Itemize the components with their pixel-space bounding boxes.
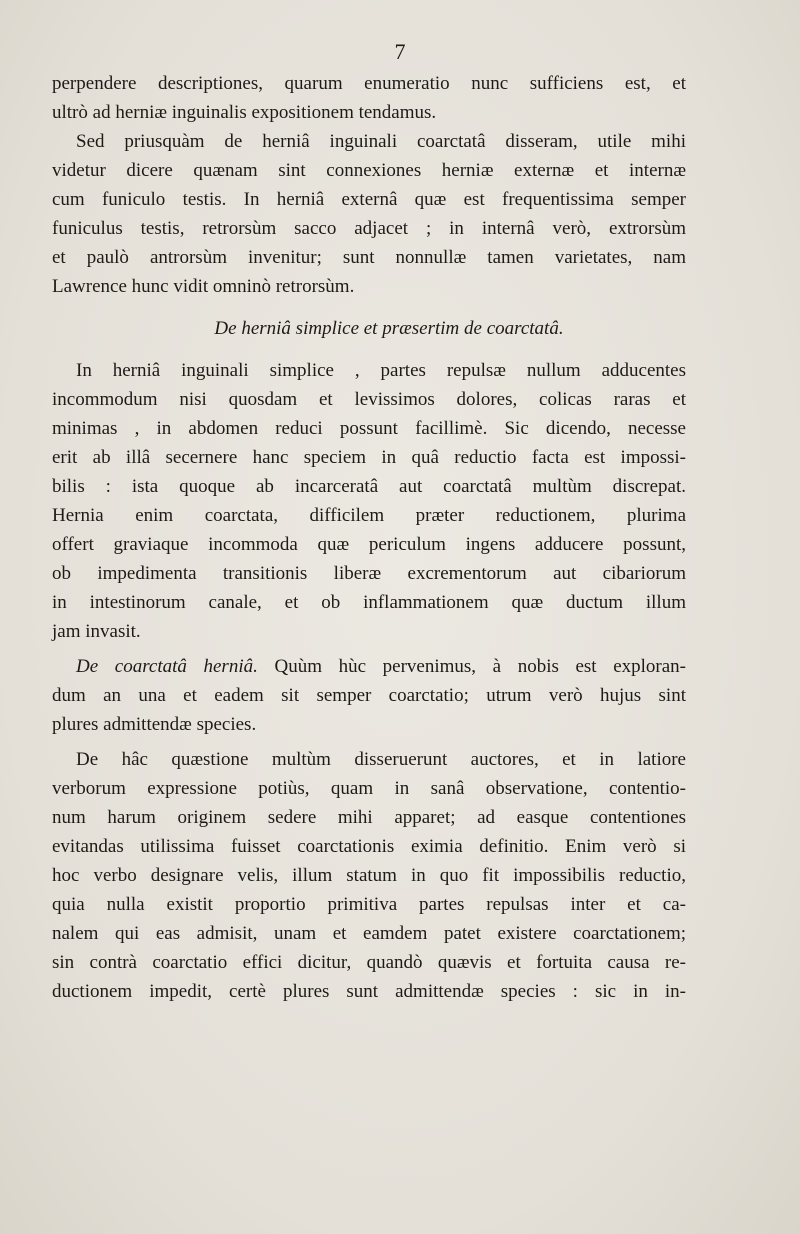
- paragraph: [52, 69, 686, 127]
- text-line: in intestinorum canale, et ob inflammationem quæ ductum illum: [52, 592, 686, 613]
- section-heading: De herniâ simplice et præsertim de coarctatâ.: [214, 318, 564, 339]
- text-line: sin contrà coarctatio effici dicitur, quandò quævis et fortuita causa re-: [52, 952, 686, 973]
- text-line: quia nulla existit proportio primitiva partes repulsas inter et ca-: [52, 894, 686, 915]
- text-line: ductionem impedit, certè plures sunt admittendæ species : sic in in-: [52, 981, 686, 1002]
- paragraph: [52, 127, 686, 301]
- text-line: cum funiculo testis. In herniâ externâ quæ est frequentissima semper: [52, 189, 686, 210]
- text-line: evitandas utilissima fuisset coarctationis eximia definitio. Enim verò si: [52, 836, 686, 857]
- text-line: hoc verbo designare velis, illum statum in quo fit impossibilis reductio,: [52, 865, 686, 886]
- text-line: minimas , in abdomen reduci possunt facillimè. Sic dicendo, necesse: [52, 418, 686, 439]
- text-line: In herniâ inguinali simplice , partes repulsæ nullum adducentes: [76, 360, 686, 381]
- text-line: num harum originem sedere mihi apparet; ad easque contentiones: [52, 807, 686, 828]
- paragraph: [52, 652, 686, 739]
- text-line: Hernia enim coarctata, difficilem præter reductionem, plurima: [52, 505, 686, 526]
- paragraph: [52, 356, 686, 646]
- text-line: Lawrence hunc vidit omninò retrorsùm.: [52, 276, 355, 297]
- text-line: nalem qui eas admisit, unam et eamdem patet existere coarctationem;: [52, 923, 686, 944]
- text-line: plures admittendæ species.: [52, 714, 257, 735]
- text-run: Quùm hùc pervenimus, à nobis est exploran-: [257, 656, 687, 677]
- paragraph: [52, 745, 686, 1006]
- text-line: et paulò antrorsùm invenitur; sunt nonnullæ tamen varietates, nam: [52, 247, 686, 268]
- text-line: [52, 652, 686, 681]
- text-line: erit ab illâ secernere hanc speciem in quâ reductio facta est impossi-: [52, 447, 686, 468]
- text-line: ob impedimenta transitionis liberæ excrementorum aut cibariorum: [52, 563, 686, 584]
- page-body: [52, 69, 686, 1006]
- text-line: funiculus testis, retrorsùm sacco adjacet ; in internâ verò, extrorsùm: [52, 218, 686, 239]
- text-line: offert graviaque incommoda quæ periculum ingens adducere possunt,: [52, 534, 686, 555]
- italic-lead: De coarctatâ herniâ.: [76, 656, 258, 677]
- text-line: dum an una et eadem sit semper coarctatio; utrum verò hujus sint: [52, 685, 686, 706]
- text-line: Sed priusquàm de herniâ inguinali coarctatâ disseram, utile mihi: [76, 131, 686, 152]
- text-line: perpendere descriptiones, quarum enumeratio nunc sufficiens est, et: [52, 73, 686, 94]
- text-line: ultrò ad herniæ inguinalis expositionem tendamus.: [52, 102, 437, 123]
- text-line: videtur dicere quænam sint connexiones herniæ externæ et internæ: [52, 160, 686, 181]
- page-number: 7: [394, 39, 406, 64]
- text-line: bilis : ista quoque ab incarceratâ aut coarctatâ multùm discrepat.: [52, 476, 686, 497]
- text-line: incommodum nisi quosdam et levissimos dolores, colicas raras et: [52, 389, 686, 410]
- text-line: verborum expressione potiùs, quam in sanâ observatione, contentio-: [52, 778, 686, 799]
- text-line: jam invasit.: [52, 621, 141, 642]
- text-line: De hâc quæstione multùm disseruerunt auctores, et in latiore: [76, 749, 686, 770]
